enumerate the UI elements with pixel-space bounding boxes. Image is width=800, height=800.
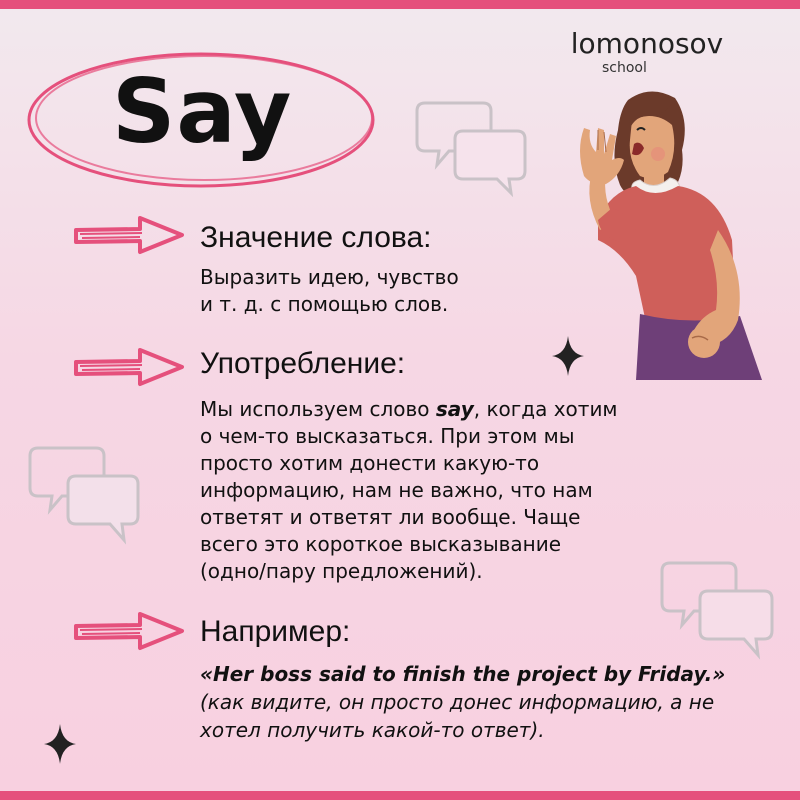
usage-line — [200, 396, 618, 423]
usage-line1-before: Мы используем слово — [200, 397, 436, 421]
meaning-text — [200, 264, 459, 318]
meaning-heading: Значение слова: — [200, 221, 432, 254]
top-border — [0, 0, 800, 9]
arrow-icon — [70, 608, 188, 654]
usage-line: всего это короткое высказывание — [200, 532, 562, 556]
arrow-icon — [70, 344, 188, 390]
example-text — [200, 660, 760, 744]
sparkle-icon — [44, 724, 76, 764]
arrow-icon — [70, 212, 188, 258]
example-quote: «Her boss said to finish the project by Friday.» — [200, 662, 726, 686]
speech-bubble-icon — [660, 555, 778, 665]
usage-line1-after: , когда хотим — [473, 397, 618, 421]
usage-line: информацию, нам не важно, что нам — [200, 478, 593, 502]
brand-sub: school — [602, 60, 647, 76]
brand-logo — [562, 28, 732, 76]
usage-heading: Употребление: — [200, 347, 406, 380]
speech-bubble-icon — [28, 440, 143, 550]
usage-line: просто хотим донести какую-то — [200, 451, 540, 475]
example-heading: Например: — [200, 615, 351, 648]
woman-shouting-illustration — [540, 80, 765, 380]
usage-text — [200, 396, 618, 585]
usage-line: ответят и ответят ли вообще. Чаще — [200, 505, 581, 529]
page-title: Say — [112, 60, 293, 163]
usage-line: (одно/пару предложений). — [200, 559, 483, 583]
brand-name: lomonosov — [570, 27, 724, 60]
speech-bubble-icon — [415, 95, 530, 200]
example-comment: (как видите, он просто донес информацию, а не хотел получить какой-то ответ). — [200, 690, 715, 742]
meaning-line: и т. д. с помощью слов. — [200, 292, 449, 316]
meaning-line: Выразить идею, чувство — [200, 265, 459, 289]
usage-line: о чем-то высказаться. При этом мы — [200, 424, 575, 448]
bottom-border — [0, 791, 800, 800]
usage-word: say — [435, 397, 474, 421]
